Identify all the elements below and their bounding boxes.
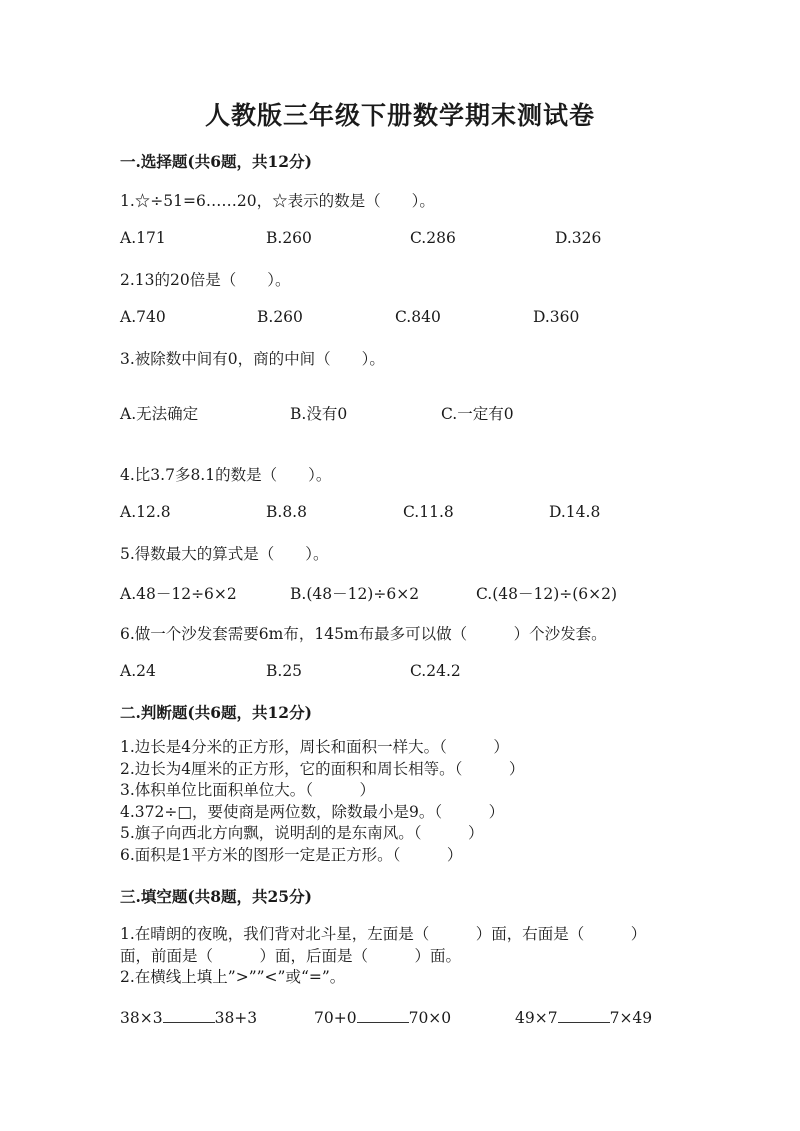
option: C.11.8 — [403, 503, 454, 521]
page-title: 人教版三年级下册数学期末测试卷 — [204, 101, 595, 130]
answer-blank[interactable] — [163, 1008, 215, 1023]
compare-right: 38+3 — [214, 1009, 258, 1027]
option: A.无法确定 — [120, 405, 199, 423]
answer-blank[interactable] — [558, 1008, 610, 1023]
option: B.(48－12)÷6×2 — [290, 585, 420, 603]
fill-line: 1.在晴朗的夜晚，我们背对北斗星，左面是（ ）面，右面是（ ） — [120, 925, 647, 943]
fill-question — [120, 924, 646, 989]
question-text: 4.比3.7多8.1的数是（ ）。 — [120, 466, 332, 484]
option: A.24 — [120, 662, 156, 680]
compare-item — [314, 1008, 451, 1027]
question-text: 3.被除数中间有0，商的中间（ ）。 — [120, 350, 385, 368]
judgement-item: 1.边长是4分米的正方形，周长和面积一样大。（ ） — [120, 738, 509, 756]
option: C.286 — [410, 229, 456, 247]
option: A.740 — [120, 308, 166, 326]
option: C.840 — [395, 308, 441, 326]
option: A.48－12÷6×2 — [120, 585, 237, 603]
compare-right: 70×0 — [408, 1009, 452, 1027]
section-heading-judgement: 二.判断题(共6题，共12分) — [120, 703, 312, 722]
question-text: 1.☆÷51=6……20，☆表示的数是（ ）。 — [120, 192, 435, 210]
judgement-list — [120, 737, 524, 866]
question-text: 6.做一个沙发套需要6m布，145m布最多可以做（ ）个沙发套。 — [120, 625, 607, 643]
judgement-item: 4.372÷□，要使商是两位数，除数最小是9。（ ） — [120, 802, 505, 821]
section-heading-choice: 一.选择题(共6题，共12分) — [120, 152, 312, 171]
question-text: 5.得数最大的算式是（ ）。 — [120, 545, 329, 563]
compare-left: 49×7 — [515, 1009, 558, 1027]
option: B.260 — [266, 229, 312, 247]
option: C.24.2 — [410, 662, 461, 680]
option: D.14.8 — [549, 503, 601, 521]
option: D.360 — [533, 308, 580, 326]
compare-right: 7×49 — [609, 1009, 653, 1027]
judgement-item: 3.体积单位比面积单位大。（ ） — [120, 781, 376, 799]
judgement-item: 5.旗子向西北方向飘，说明刮的是东南风。（ ） — [120, 824, 484, 842]
option: B.没有0 — [290, 405, 348, 423]
compare-left: 38×3 — [120, 1009, 163, 1027]
option: D.326 — [555, 229, 602, 247]
compare-item — [120, 1008, 257, 1027]
judgement-item: 2.边长为4厘米的正方形，它的面积和周长相等。（ ） — [120, 759, 525, 778]
option: B.260 — [257, 308, 303, 326]
fill-line: 2.在横线上填上”>””<”或“=”。 — [120, 968, 346, 986]
judgement-item: 6.面积是1平方米的图形一定是正方形。（ ） — [120, 845, 463, 864]
option: C.(48－12)÷(6×2) — [476, 585, 618, 603]
compare-item — [515, 1008, 652, 1027]
question-text: 2.13的20倍是（ ）。 — [120, 271, 291, 289]
option: A.12.8 — [120, 503, 171, 521]
option: C.一定有0 — [441, 405, 514, 423]
option: B.8.8 — [266, 503, 307, 521]
fill-line: 面，前面是（ ）面，后面是（ ）面。 — [120, 946, 462, 965]
compare-left: 70+0 — [314, 1009, 357, 1027]
option: A.171 — [120, 229, 166, 247]
option: B.25 — [266, 662, 303, 680]
section-heading-fill: 三.填空题(共8题，共25分) — [120, 887, 312, 906]
answer-blank[interactable] — [357, 1008, 409, 1023]
